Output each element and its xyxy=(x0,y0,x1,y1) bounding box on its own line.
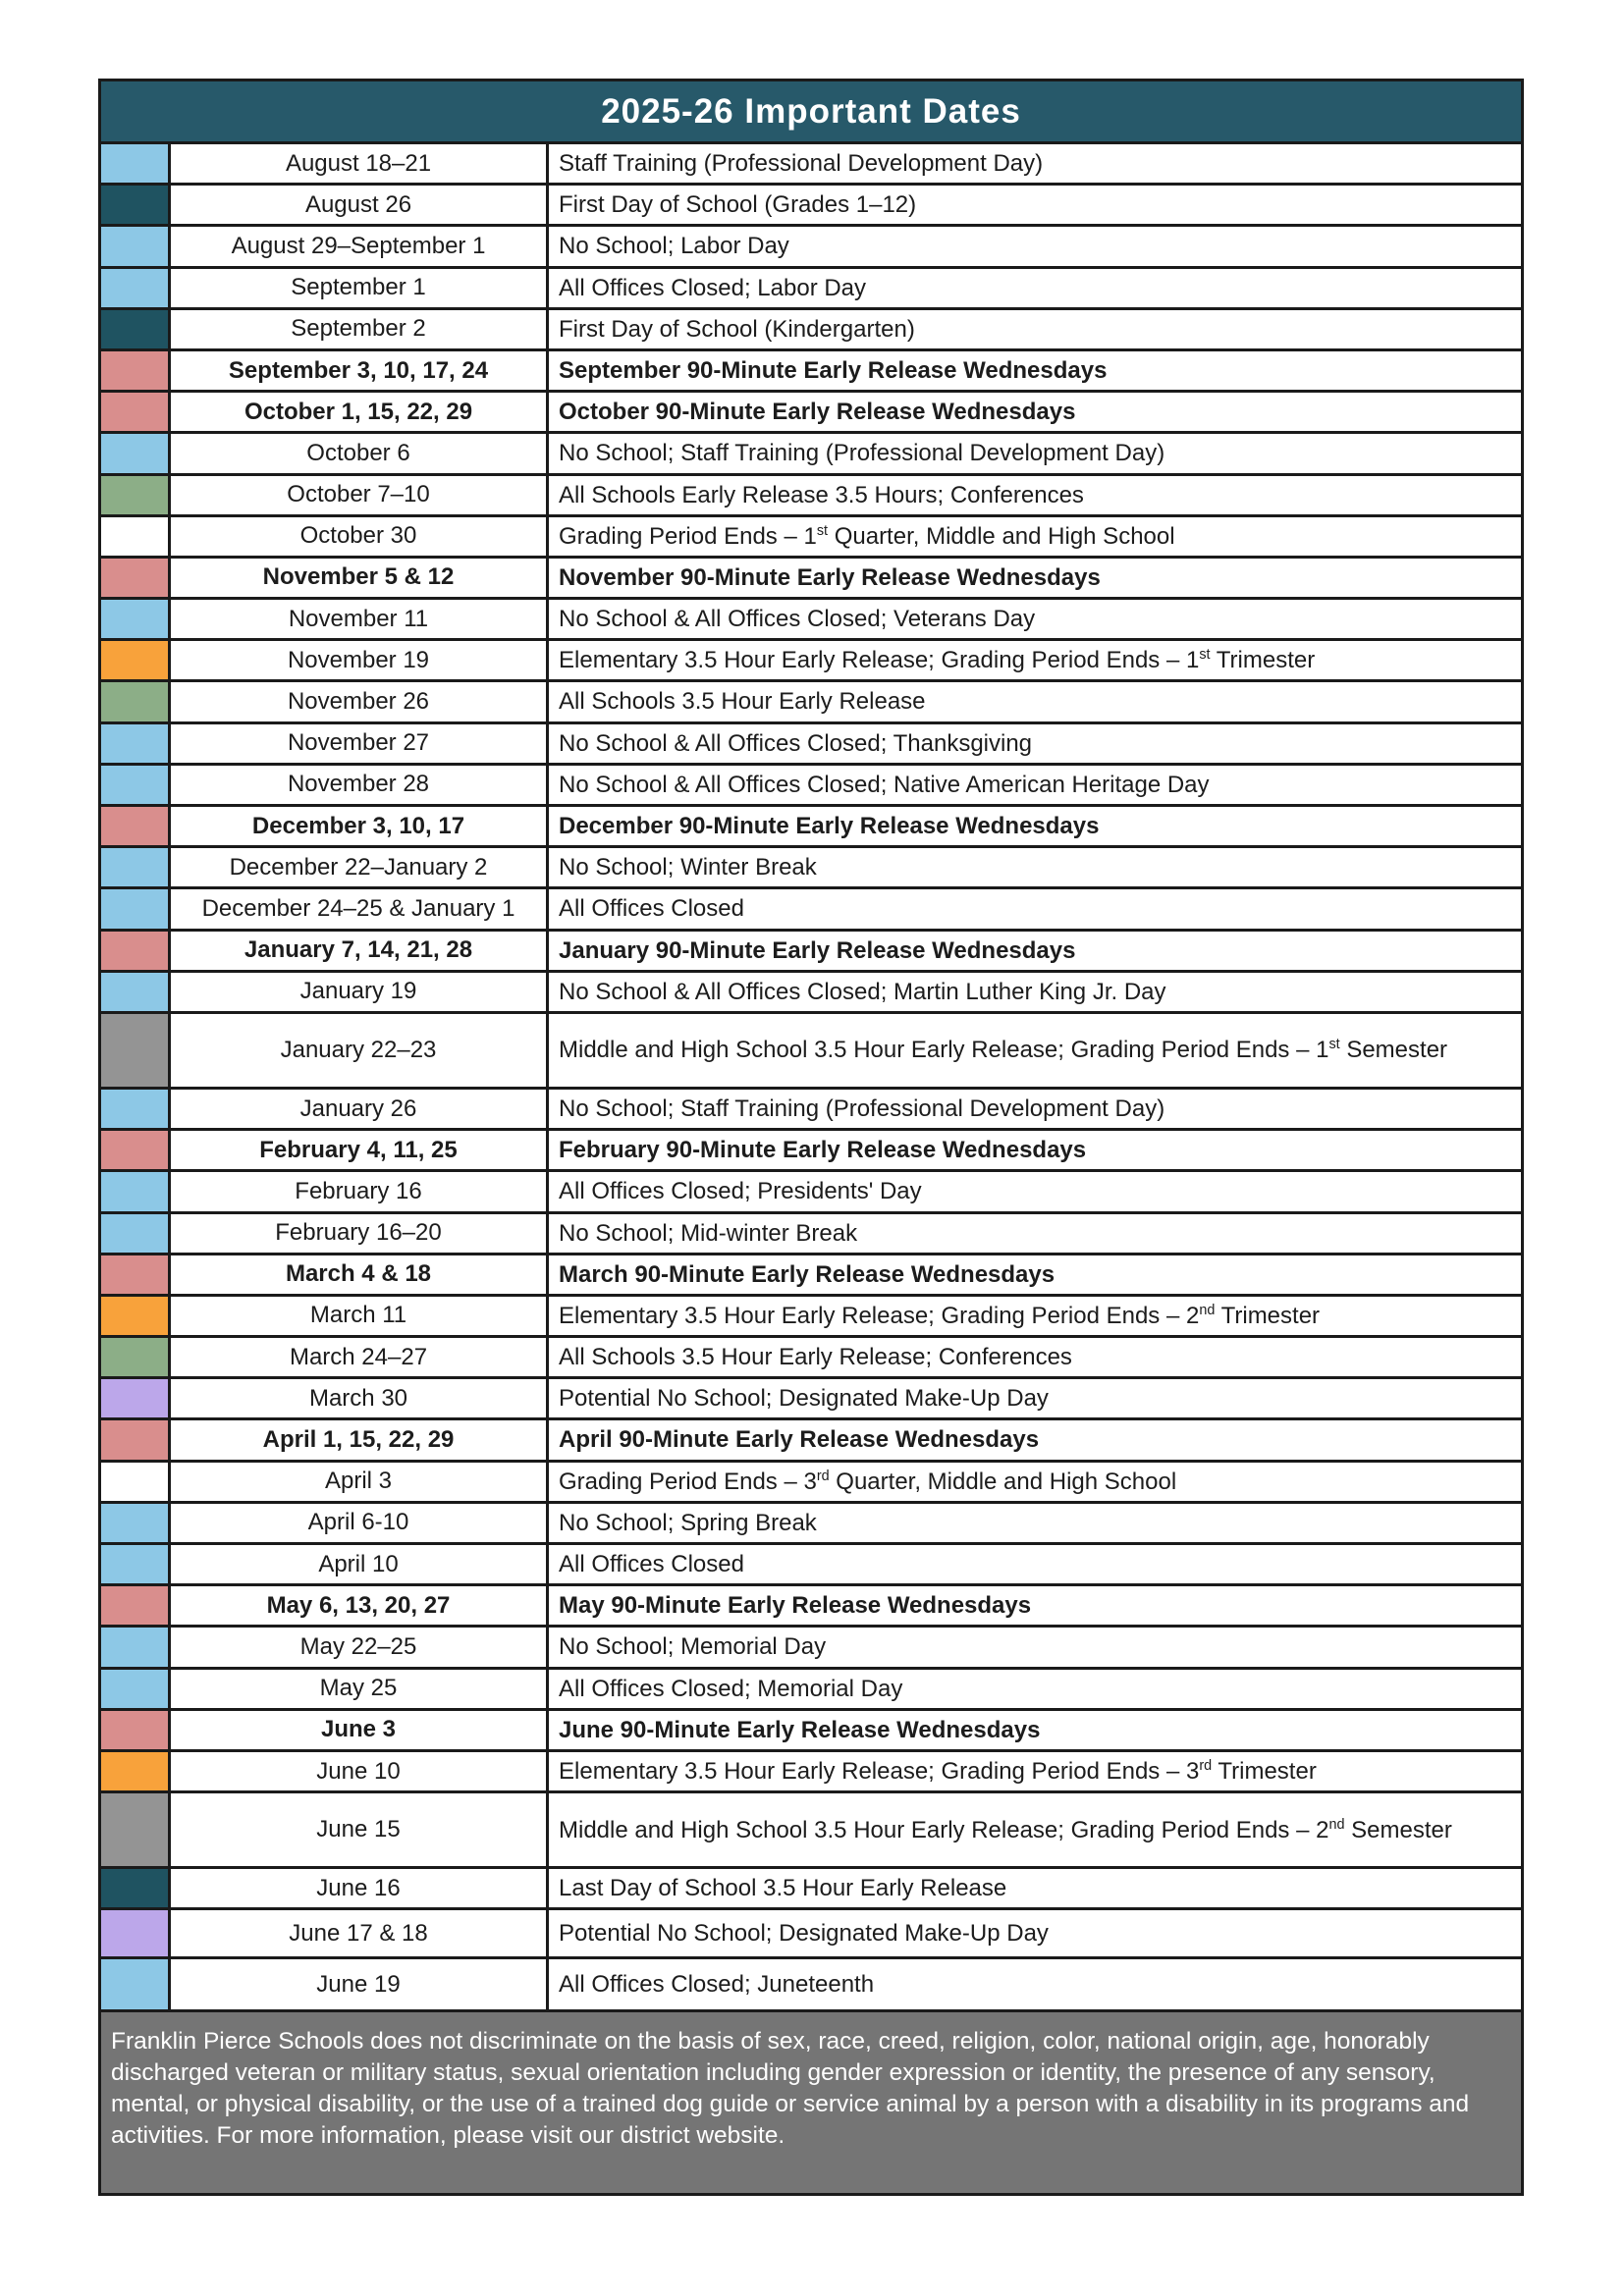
date-cell: December 3, 10, 17 xyxy=(171,807,549,845)
description-cell: Middle and High School 3.5 Hour Early Release; Grading Period Ends – 2nd Semester xyxy=(559,1816,1452,1843)
table-row xyxy=(101,1866,1521,1907)
description-cell: Staff Training (Professional Development Day) xyxy=(559,150,1044,177)
description-cell: June 90-Minute Early Release Wednesdays xyxy=(559,1716,1041,1743)
date-cell: September 3, 10, 17, 24 xyxy=(171,351,549,390)
date-cell: March 30 xyxy=(171,1379,549,1417)
description-cell: April 90-Minute Early Release Wednesdays xyxy=(559,1426,1040,1454)
category-color-swatch xyxy=(101,144,171,183)
category-color-swatch xyxy=(101,766,171,804)
date-cell: April 6-10 xyxy=(171,1504,549,1542)
date-cell: June 17 & 18 xyxy=(171,1910,549,1956)
category-color-swatch xyxy=(101,517,171,556)
description-cell: All Offices Closed; Juneteenth xyxy=(559,1971,875,1999)
date-cell: January 7, 14, 21, 28 xyxy=(171,932,549,970)
category-color-swatch xyxy=(101,434,171,472)
table-row xyxy=(101,183,1521,224)
table-row xyxy=(101,638,1521,679)
description-cell: All Offices Closed xyxy=(559,895,744,923)
date-cell: November 28 xyxy=(171,766,549,804)
description-cell: All Offices Closed xyxy=(559,1551,744,1577)
table-row xyxy=(101,1583,1521,1625)
category-color-swatch xyxy=(101,559,171,597)
category-color-swatch xyxy=(101,807,171,845)
date-cell: November 19 xyxy=(171,641,549,679)
category-color-swatch xyxy=(101,1869,171,1907)
date-cell: November 26 xyxy=(171,682,549,721)
description-cell: Elementary 3.5 Hour Early Release; Grading Period Ends – 1st Trimester xyxy=(559,647,1316,674)
category-color-swatch xyxy=(101,1338,171,1376)
description-cell: No School; Staff Training (Professional Development Day) xyxy=(559,440,1165,467)
description-cell: No School; Memorial Day xyxy=(559,1633,827,1661)
category-color-swatch xyxy=(101,186,171,224)
date-cell: February 4, 11, 25 xyxy=(171,1131,549,1169)
description-cell: Elementary 3.5 Hour Early Release; Grading Period Ends – 2nd Trimester xyxy=(559,1302,1321,1329)
date-cell: November 11 xyxy=(171,600,549,638)
description-cell: Potential No School; Designated Make-Up Day xyxy=(559,1920,1049,1948)
description-cell: All Offices Closed; Memorial Day xyxy=(559,1675,903,1702)
category-color-swatch xyxy=(101,1545,171,1583)
table-row xyxy=(101,1708,1521,1749)
description-cell: All Schools 3.5 Hour Early Release xyxy=(559,688,926,716)
nondiscrimination-notice: Franklin Pierce Schools does not discriminate on the basis of sex, race, creed, religion, color, national origin, age, honorably discharged veteran or military status, sexual orientation including gender expression or identity, the presence of any sensory, mental, or physical disability, or the use of a trained dog guide or service animal by a person with a disability in its programs and activities. For more information, please visit our district website. xyxy=(101,2009,1521,2192)
table-row xyxy=(101,514,1521,556)
description-cell: October 90-Minute Early Release Wednesdays xyxy=(559,399,1076,426)
category-color-swatch xyxy=(101,973,171,1011)
table-row xyxy=(101,679,1521,721)
table-row xyxy=(101,224,1521,265)
table-row xyxy=(101,804,1521,845)
date-cell: September 1 xyxy=(171,269,549,307)
date-cell: March 11 xyxy=(171,1297,549,1335)
date-cell: June 16 xyxy=(171,1869,549,1907)
category-color-swatch xyxy=(101,1014,171,1087)
description-cell: No School; Spring Break xyxy=(559,1509,817,1536)
date-cell: April 3 xyxy=(171,1463,549,1501)
date-cell: March 4 & 18 xyxy=(171,1255,549,1294)
category-color-swatch xyxy=(101,476,171,514)
category-color-swatch xyxy=(101,1090,171,1128)
table-row xyxy=(101,1169,1521,1210)
table-row xyxy=(101,431,1521,472)
category-color-swatch xyxy=(101,1752,171,1790)
description-cell: Grading Period Ends – 1st Quarter, Middle and High School xyxy=(559,522,1175,550)
category-color-swatch xyxy=(101,1463,171,1501)
description-cell: First Day of School (Grades 1–12) xyxy=(559,191,917,219)
date-cell: February 16 xyxy=(171,1172,549,1210)
table-row xyxy=(101,845,1521,886)
category-color-swatch xyxy=(101,932,171,970)
category-color-swatch xyxy=(101,1586,171,1625)
table-row xyxy=(101,141,1521,183)
category-color-swatch xyxy=(101,1214,171,1253)
category-color-swatch xyxy=(101,1959,171,2009)
description-cell: Potential No School; Designated Make-Up Day xyxy=(559,1385,1049,1413)
date-cell: May 22–25 xyxy=(171,1628,549,1666)
description-cell: Last Day of School 3.5 Hour Early Release xyxy=(559,1875,1007,1902)
table-row xyxy=(101,929,1521,970)
description-cell: All Offices Closed; Labor Day xyxy=(559,274,867,301)
table-row xyxy=(101,1376,1521,1417)
table-row xyxy=(101,970,1521,1011)
category-color-swatch xyxy=(101,682,171,721)
description-cell: All Schools Early Release 3.5 Hours; Conferences xyxy=(559,481,1084,508)
category-color-swatch xyxy=(101,1504,171,1542)
table-row xyxy=(101,1294,1521,1335)
description-cell: December 90-Minute Early Release Wednesdays xyxy=(559,813,1100,839)
description-cell: All Offices Closed; Presidents' Day xyxy=(559,1178,922,1205)
description-cell: No School & All Offices Closed; Thanksgiving xyxy=(559,729,1033,757)
category-color-swatch xyxy=(101,269,171,307)
table-body xyxy=(101,141,1521,2009)
date-cell: June 19 xyxy=(171,1959,549,2009)
category-color-swatch xyxy=(101,848,171,886)
table-row xyxy=(101,473,1521,514)
table-row xyxy=(101,1087,1521,1128)
description-cell: No School; Winter Break xyxy=(559,854,817,881)
description-cell: Elementary 3.5 Hour Early Release; Grading Period Ends – 3rd Trimester xyxy=(559,1757,1317,1785)
table-row xyxy=(101,556,1521,597)
description-cell: November 90-Minute Early Release Wednesdays xyxy=(559,563,1101,591)
table-title: 2025-26 Important Dates xyxy=(101,81,1521,141)
category-color-swatch xyxy=(101,351,171,390)
description-cell: September 90-Minute Early Release Wednesdays xyxy=(559,356,1108,384)
category-color-swatch xyxy=(101,1793,171,1866)
table-row xyxy=(101,1335,1521,1376)
category-color-swatch xyxy=(101,1255,171,1294)
date-cell: January 19 xyxy=(171,973,549,1011)
table-row xyxy=(101,1011,1521,1087)
table-row xyxy=(101,1417,1521,1459)
date-cell: August 29–September 1 xyxy=(171,227,549,265)
description-cell: No School; Mid-winter Break xyxy=(559,1219,858,1247)
category-color-swatch xyxy=(101,1379,171,1417)
category-color-swatch xyxy=(101,1172,171,1210)
description-cell: February 90-Minute Early Release Wednesdays xyxy=(559,1137,1087,1164)
date-cell: March 24–27 xyxy=(171,1338,549,1376)
date-cell: May 25 xyxy=(171,1670,549,1708)
category-color-swatch xyxy=(101,600,171,638)
description-cell: May 90-Minute Early Release Wednesdays xyxy=(559,1592,1032,1620)
table-row xyxy=(101,266,1521,307)
category-color-swatch xyxy=(101,1131,171,1169)
category-color-swatch xyxy=(101,227,171,265)
date-cell: April 10 xyxy=(171,1545,549,1583)
description-cell: No School; Staff Training (Professional Development Day) xyxy=(559,1095,1165,1122)
category-color-swatch xyxy=(101,310,171,348)
description-cell: All Schools 3.5 Hour Early Release; Conferences xyxy=(559,1344,1072,1371)
description-cell: No School; Labor Day xyxy=(559,233,789,260)
table-row xyxy=(101,721,1521,763)
table-row xyxy=(101,1501,1521,1542)
table-row xyxy=(101,1542,1521,1583)
date-cell: December 24–25 & January 1 xyxy=(171,889,549,928)
date-cell: January 26 xyxy=(171,1090,549,1128)
table-row xyxy=(101,1749,1521,1790)
date-cell: June 15 xyxy=(171,1793,549,1866)
description-cell: January 90-Minute Early Release Wednesdays xyxy=(559,936,1076,964)
table-row xyxy=(101,1790,1521,1866)
category-color-swatch xyxy=(101,1297,171,1335)
date-cell: May 6, 13, 20, 27 xyxy=(171,1586,549,1625)
description-cell: First Day of School (Kindergarten) xyxy=(559,315,915,343)
date-cell: October 6 xyxy=(171,434,549,472)
date-cell: November 27 xyxy=(171,724,549,763)
table-row xyxy=(101,307,1521,348)
category-color-swatch xyxy=(101,1420,171,1459)
date-cell: December 22–January 2 xyxy=(171,848,549,886)
date-cell: April 1, 15, 22, 29 xyxy=(171,1420,549,1459)
table-row xyxy=(101,1211,1521,1253)
table-row xyxy=(101,763,1521,804)
category-color-swatch xyxy=(101,724,171,763)
date-cell: October 30 xyxy=(171,517,549,556)
description-cell: No School & All Offices Closed; Native American Heritage Day xyxy=(559,771,1210,798)
table-row xyxy=(101,348,1521,390)
table-row xyxy=(101,1907,1521,1956)
date-cell: August 18–21 xyxy=(171,144,549,183)
description-cell: Middle and High School 3.5 Hour Early Release; Grading Period Ends – 1st Semester xyxy=(559,1037,1448,1064)
date-cell: November 5 & 12 xyxy=(171,559,549,597)
table-row xyxy=(101,1625,1521,1666)
description-cell: March 90-Minute Early Release Wednesdays xyxy=(559,1260,1056,1288)
category-color-swatch xyxy=(101,641,171,679)
category-color-swatch xyxy=(101,393,171,431)
table-row xyxy=(101,1253,1521,1294)
table-row xyxy=(101,1460,1521,1501)
date-cell: June 3 xyxy=(171,1711,549,1749)
table-row xyxy=(101,1956,1521,2009)
date-cell: February 16–20 xyxy=(171,1214,549,1253)
date-cell: January 22–23 xyxy=(171,1014,549,1087)
category-color-swatch xyxy=(101,1628,171,1666)
description-cell: Grading Period Ends – 3rd Quarter, Middle and High School xyxy=(559,1468,1177,1495)
date-cell: June 10 xyxy=(171,1752,549,1790)
date-cell: September 2 xyxy=(171,310,549,348)
table-row xyxy=(101,886,1521,928)
category-color-swatch xyxy=(101,1670,171,1708)
table-row xyxy=(101,390,1521,431)
table-row xyxy=(101,597,1521,638)
category-color-swatch xyxy=(101,1910,171,1956)
table-row xyxy=(101,1667,1521,1708)
date-cell: October 1, 15, 22, 29 xyxy=(171,393,549,431)
category-color-swatch xyxy=(101,889,171,928)
date-cell: October 7–10 xyxy=(171,476,549,514)
date-cell: August 26 xyxy=(171,186,549,224)
description-cell: No School & All Offices Closed; Martin Luther King Jr. Day xyxy=(559,978,1166,1005)
category-color-swatch xyxy=(101,1711,171,1749)
important-dates-table xyxy=(98,79,1524,2196)
table-row xyxy=(101,1128,1521,1169)
description-cell: No School & All Offices Closed; Veterans Day xyxy=(559,606,1036,633)
